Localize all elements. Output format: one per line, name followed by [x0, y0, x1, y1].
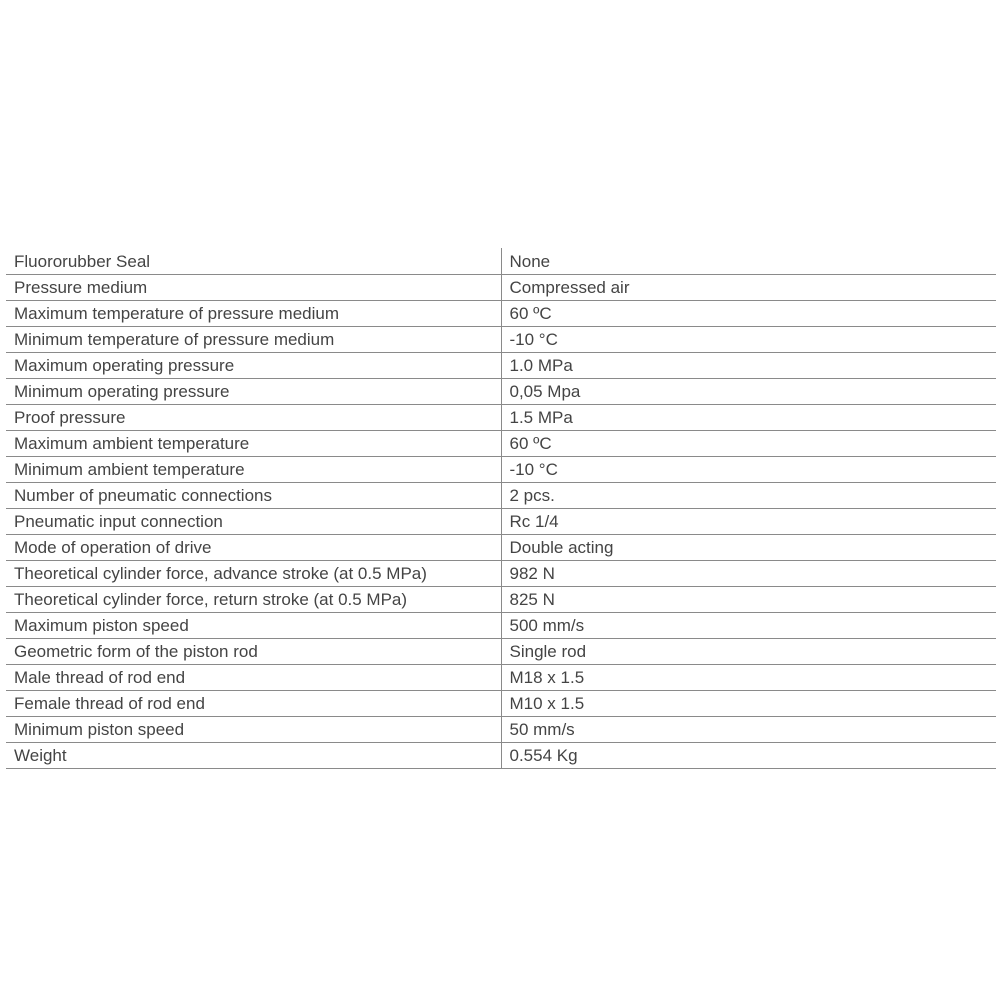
spec-label: Proof pressure — [6, 405, 501, 431]
spec-table — [6, 248, 996, 769]
spec-label: Fluororubber Seal — [6, 248, 501, 275]
spec-label: Pneumatic input connection — [6, 509, 501, 535]
spec-value: 0.554 Kg — [501, 743, 996, 769]
spec-value: Double acting — [501, 535, 996, 561]
spec-label: Maximum ambient temperature — [6, 431, 501, 457]
spec-label: Number of pneumatic connections — [6, 483, 501, 509]
spec-value: 825 N — [501, 587, 996, 613]
table-row — [6, 327, 996, 353]
table-row — [6, 275, 996, 301]
spec-label: Minimum operating pressure — [6, 379, 501, 405]
spec-label: Minimum ambient temperature — [6, 457, 501, 483]
spec-value: 60 ºC — [501, 301, 996, 327]
table-row — [6, 301, 996, 327]
table-row — [6, 691, 996, 717]
table-row — [6, 561, 996, 587]
spec-value: None — [501, 248, 996, 275]
spec-value: 1.0 MPa — [501, 353, 996, 379]
spec-value: Compressed air — [501, 275, 996, 301]
table-row — [6, 613, 996, 639]
spec-label: Geometric form of the piston rod — [6, 639, 501, 665]
table-row — [6, 639, 996, 665]
spec-label: Minimum temperature of pressure medium — [6, 327, 501, 353]
spec-value: 0,05 Mpa — [501, 379, 996, 405]
spec-value: M10 x 1.5 — [501, 691, 996, 717]
spec-label: Female thread of rod end — [6, 691, 501, 717]
spec-value: Rc 1/4 — [501, 509, 996, 535]
spec-value: Single rod — [501, 639, 996, 665]
spec-label: Maximum operating pressure — [6, 353, 501, 379]
spec-value: 982 N — [501, 561, 996, 587]
spec-label: Theoretical cylinder force, advance stroke (at 0.5 MPa) — [6, 561, 501, 587]
spec-value: M18 x 1.5 — [501, 665, 996, 691]
table-row — [6, 379, 996, 405]
spec-value: -10 °C — [501, 327, 996, 353]
spec-label: Mode of operation of drive — [6, 535, 501, 561]
table-row — [6, 483, 996, 509]
spec-value: -10 °C — [501, 457, 996, 483]
table-row — [6, 248, 996, 275]
spec-label: Weight — [6, 743, 501, 769]
table-row — [6, 587, 996, 613]
table-row — [6, 353, 996, 379]
table-row — [6, 431, 996, 457]
table-row — [6, 743, 996, 769]
spec-label: Pressure medium — [6, 275, 501, 301]
table-row — [6, 457, 996, 483]
spec-label: Maximum piston speed — [6, 613, 501, 639]
table-row — [6, 717, 996, 743]
spec-value: 60 ºC — [501, 431, 996, 457]
spec-label: Minimum piston speed — [6, 717, 501, 743]
spec-value: 1.5 MPa — [501, 405, 996, 431]
spec-label: Theoretical cylinder force, return stroke (at 0.5 MPa) — [6, 587, 501, 613]
table-row — [6, 535, 996, 561]
table-row — [6, 665, 996, 691]
spec-table-body — [6, 248, 996, 769]
spec-value: 500 mm/s — [501, 613, 996, 639]
spec-label: Maximum temperature of pressure medium — [6, 301, 501, 327]
spec-label: Male thread of rod end — [6, 665, 501, 691]
table-row — [6, 509, 996, 535]
table-row — [6, 405, 996, 431]
spec-value: 2 pcs. — [501, 483, 996, 509]
spec-value: 50 mm/s — [501, 717, 996, 743]
